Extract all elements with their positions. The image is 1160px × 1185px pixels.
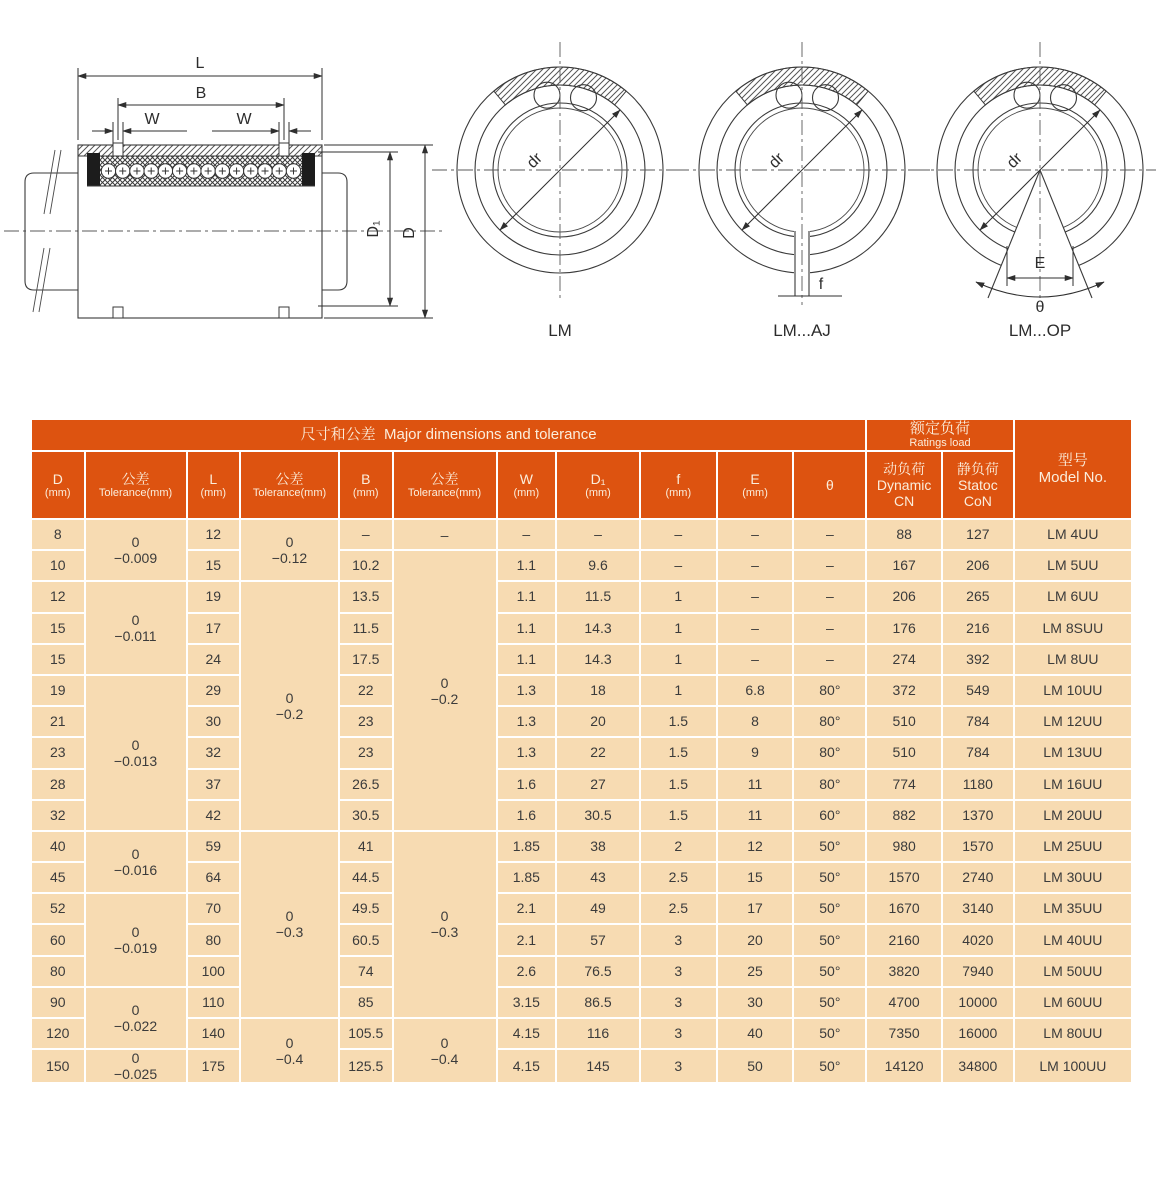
cell-theta: 50°	[793, 1049, 866, 1083]
cell-f: –	[640, 550, 717, 581]
dim-label-b: B	[195, 85, 207, 102]
col-header-static-load: 静负荷 Statoc CoN	[942, 451, 1014, 519]
cell-l-tolerance: 0 −0.3	[240, 831, 339, 1018]
cell-f: –	[640, 519, 717, 550]
cell-static-load: 784	[942, 706, 1014, 737]
cell-theta: 50°	[793, 956, 866, 987]
cell-d: 45	[31, 862, 85, 893]
cell-static-load: 127	[942, 519, 1014, 550]
cell-f: 1.5	[640, 737, 717, 768]
cell-theta: –	[793, 581, 866, 612]
view-caption-lm-aj: LM...AJ	[773, 321, 831, 340]
cell-b: 17.5	[339, 644, 393, 675]
cell-f: 3	[640, 1049, 717, 1083]
cell-d1: 145	[556, 1049, 640, 1083]
table-header-columns-row	[31, 451, 1132, 519]
col-header-d-tolerance: 公差 Tolerance(mm)	[85, 451, 187, 519]
cell-f: 3	[640, 956, 717, 987]
cell-d-tolerance: 0 −0.016	[85, 831, 187, 893]
cell-d: 90	[31, 987, 85, 1018]
cell-f: 1	[640, 644, 717, 675]
cell-static-load: 392	[942, 644, 1014, 675]
cell-d: 150	[31, 1049, 85, 1083]
cell-d1: 14.3	[556, 613, 640, 644]
cell-b: 49.5	[339, 893, 393, 924]
cell-w: 1.1	[497, 613, 557, 644]
cell-w: –	[497, 519, 557, 550]
cell-w: 4.15	[497, 1049, 557, 1083]
cell-b: 30.5	[339, 800, 393, 831]
cell-b: 105.5	[339, 1018, 393, 1049]
cell-l: 24	[187, 644, 241, 675]
cell-b: 22	[339, 675, 393, 706]
cell-d: 40	[31, 831, 85, 862]
table-row	[31, 706, 1132, 737]
cell-dynamic-load: 3820	[866, 956, 942, 987]
cell-e: 50	[717, 1049, 794, 1083]
cell-l: 110	[187, 987, 241, 1018]
cell-d1: 11.5	[556, 581, 640, 612]
cell-dynamic-load: 510	[866, 706, 942, 737]
cell-d: 12	[31, 581, 85, 612]
cell-model-no: LM 8SUU	[1014, 613, 1132, 644]
cell-dynamic-load: 7350	[866, 1018, 942, 1049]
cell-b-tolerance: 0 −0.3	[393, 831, 497, 1018]
table-row	[31, 737, 1132, 768]
cell-f: 1	[640, 613, 717, 644]
table-row	[31, 613, 1132, 644]
cell-d1: 57	[556, 924, 640, 955]
cell-l: 100	[187, 956, 241, 987]
cell-d-tolerance: 0 −0.009	[85, 519, 187, 581]
bore-label-dr: dr	[1003, 149, 1026, 172]
cell-model-no: LM 30UU	[1014, 862, 1132, 893]
cell-d: 120	[31, 1018, 85, 1049]
cell-static-load: 216	[942, 613, 1014, 644]
model-no-header: 型号 Model No.	[1014, 419, 1132, 519]
cell-e: 30	[717, 987, 794, 1018]
cell-d-tolerance: 0 −0.013	[85, 675, 187, 831]
cell-d-tolerance: 0 −0.025	[85, 1049, 187, 1083]
cell-d1: 116	[556, 1018, 640, 1049]
cell-theta: 80°	[793, 737, 866, 768]
cell-w: 1.85	[497, 862, 557, 893]
cell-static-load: 7940	[942, 956, 1014, 987]
cell-model-no: LM 6UU	[1014, 581, 1132, 612]
cell-f: 1.5	[640, 706, 717, 737]
table-row	[31, 519, 1132, 550]
cell-b: 13.5	[339, 581, 393, 612]
cell-model-no: LM 35UU	[1014, 893, 1132, 924]
cell-model-no: LM 100UU	[1014, 1049, 1132, 1083]
angle-label-theta: θ	[1035, 299, 1045, 316]
cell-static-load: 34800	[942, 1049, 1014, 1083]
cell-dynamic-load: 176	[866, 613, 942, 644]
col-header-e: E (mm)	[717, 451, 794, 519]
cell-theta: –	[793, 613, 866, 644]
cell-w: 1.6	[497, 800, 557, 831]
cell-f: 2.5	[640, 862, 717, 893]
cell-l: 19	[187, 581, 241, 612]
cell-dynamic-load: 372	[866, 675, 942, 706]
cell-d: 21	[31, 706, 85, 737]
cell-theta: 50°	[793, 1018, 866, 1049]
cell-d1: 38	[556, 831, 640, 862]
dimensions-table	[30, 418, 1133, 1084]
cell-d1: 49	[556, 893, 640, 924]
cell-f: 1.5	[640, 800, 717, 831]
table-row	[31, 956, 1132, 987]
cell-d: 32	[31, 800, 85, 831]
table-body	[31, 519, 1132, 1083]
cell-model-no: LM 40UU	[1014, 924, 1132, 955]
cell-b: 23	[339, 737, 393, 768]
col-header-b-tolerance: 公差 Tolerance(mm)	[393, 451, 497, 519]
table-header-title-row	[31, 419, 1132, 451]
cell-d: 10	[31, 550, 85, 581]
cell-d1: 9.6	[556, 550, 640, 581]
cell-theta: 80°	[793, 706, 866, 737]
cell-static-load: 265	[942, 581, 1014, 612]
cell-model-no: LM 80UU	[1014, 1018, 1132, 1049]
cell-l: 29	[187, 675, 241, 706]
groove-bottom-right	[279, 307, 289, 318]
cell-e: –	[717, 550, 794, 581]
col-header-d: D (mm)	[31, 451, 85, 519]
col-header-w: W (mm)	[497, 451, 557, 519]
end-view-lm-aj	[674, 42, 930, 340]
cell-w: 1.1	[497, 550, 557, 581]
cell-w: 4.15	[497, 1018, 557, 1049]
cell-model-no: LM 4UU	[1014, 519, 1132, 550]
cell-e: 15	[717, 862, 794, 893]
cell-dynamic-load: 88	[866, 519, 942, 550]
cell-theta: 60°	[793, 800, 866, 831]
col-header-theta: θ	[793, 451, 866, 519]
cell-static-load: 549	[942, 675, 1014, 706]
dim-label-w-right: W	[236, 111, 252, 128]
cell-d: 15	[31, 613, 85, 644]
col-header-dynamic-load: 动负荷 Dynamic CN	[866, 451, 942, 519]
cell-static-load: 784	[942, 737, 1014, 768]
cell-f: 1	[640, 581, 717, 612]
cell-w: 1.3	[497, 706, 557, 737]
dim-label-l: L	[195, 55, 205, 72]
cell-l-tolerance: 0 −0.4	[240, 1018, 339, 1083]
col-header-f: f (mm)	[640, 451, 717, 519]
cell-b: 85	[339, 987, 393, 1018]
cell-l-tolerance: 0 −0.12	[240, 519, 339, 581]
table-row	[31, 581, 1132, 612]
cell-l: 140	[187, 1018, 241, 1049]
cell-model-no: LM 10UU	[1014, 675, 1132, 706]
bore-label-dr: dr	[523, 149, 546, 172]
view-caption-lm-op: LM...OP	[1008, 321, 1072, 340]
cell-l-tolerance: 0 −0.2	[240, 581, 339, 831]
cell-d: 52	[31, 893, 85, 924]
cell-theta: 50°	[793, 987, 866, 1018]
cell-b: 74	[339, 956, 393, 987]
cell-l: 80	[187, 924, 241, 955]
technical-drawing	[0, 0, 1160, 405]
cell-theta: 50°	[793, 924, 866, 955]
table-row	[31, 1049, 1132, 1083]
table-row	[31, 800, 1132, 831]
cell-e: 9	[717, 737, 794, 768]
cell-theta: 80°	[793, 675, 866, 706]
cell-e: 6.8	[717, 675, 794, 706]
cell-b: 10.2	[339, 550, 393, 581]
cell-static-load: 1180	[942, 769, 1014, 800]
cell-w: 2.1	[497, 924, 557, 955]
cell-d-tolerance: 0 −0.011	[85, 581, 187, 675]
cell-l: 30	[187, 706, 241, 737]
cell-w: 2.6	[497, 956, 557, 987]
cell-theta: 50°	[793, 893, 866, 924]
cell-b-tolerance: 0 −0.4	[393, 1018, 497, 1083]
cell-theta: 80°	[793, 769, 866, 800]
cell-dynamic-load: 1670	[866, 893, 942, 924]
cell-dynamic-load: 882	[866, 800, 942, 831]
cell-e: 11	[717, 769, 794, 800]
side-section-view	[4, 55, 443, 318]
cell-model-no: LM 50UU	[1014, 956, 1132, 987]
cell-dynamic-load: 206	[866, 581, 942, 612]
table-row	[31, 675, 1132, 706]
cell-e: –	[717, 581, 794, 612]
cell-theta: –	[793, 550, 866, 581]
view-caption-lm: LM	[548, 321, 572, 340]
cell-model-no: LM 25UU	[1014, 831, 1132, 862]
cell-model-no: LM 8UU	[1014, 644, 1132, 675]
dim-label-w-left: W	[144, 111, 160, 128]
cell-e: 12	[717, 831, 794, 862]
cell-b-tolerance: –	[393, 519, 497, 550]
table-row	[31, 893, 1132, 924]
cell-b: 11.5	[339, 613, 393, 644]
cell-d1: 18	[556, 675, 640, 706]
cell-w: 1.1	[497, 644, 557, 675]
dim-label-d1: D₁	[365, 220, 382, 238]
cell-l: 37	[187, 769, 241, 800]
cell-l: 12	[187, 519, 241, 550]
cell-dynamic-load: 980	[866, 831, 942, 862]
cell-dynamic-load: 510	[866, 737, 942, 768]
table-row	[31, 862, 1132, 893]
table-title: 尺寸和公差 Major dimensions and tolerance	[31, 419, 866, 451]
col-header-d1: D₁ (mm)	[556, 451, 640, 519]
cell-b: 125.5	[339, 1049, 393, 1083]
seal-right	[302, 153, 315, 186]
cell-static-load: 2740	[942, 862, 1014, 893]
cell-model-no: LM 16UU	[1014, 769, 1132, 800]
cell-dynamic-load: 14120	[866, 1049, 942, 1083]
cell-d: 28	[31, 769, 85, 800]
cell-e: 11	[717, 800, 794, 831]
cell-model-no: LM 13UU	[1014, 737, 1132, 768]
cell-b: 41	[339, 831, 393, 862]
cell-l: 59	[187, 831, 241, 862]
opening-label-e: E	[1034, 255, 1046, 272]
cell-d: 19	[31, 675, 85, 706]
cell-d: 23	[31, 737, 85, 768]
groove-top-left	[113, 143, 123, 156]
cell-e: –	[717, 519, 794, 550]
end-view-lm	[432, 42, 688, 340]
cell-model-no: LM 20UU	[1014, 800, 1132, 831]
cell-theta: –	[793, 519, 866, 550]
cell-f: 2	[640, 831, 717, 862]
cell-w: 1.6	[497, 769, 557, 800]
bore-label-dr: dr	[765, 149, 788, 172]
cell-l: 175	[187, 1049, 241, 1083]
cell-f: 3	[640, 1018, 717, 1049]
groove-bottom-left	[113, 307, 123, 318]
cell-l: 64	[187, 862, 241, 893]
cell-d1: 20	[556, 706, 640, 737]
cell-b: 44.5	[339, 862, 393, 893]
cell-e: –	[717, 613, 794, 644]
cell-d: 15	[31, 644, 85, 675]
col-header-l: L (mm)	[187, 451, 241, 519]
ratings-load-header: 额定负荷 Ratings load	[866, 419, 1013, 451]
table-row	[31, 644, 1132, 675]
cell-model-no: LM 60UU	[1014, 987, 1132, 1018]
cell-dynamic-load: 274	[866, 644, 942, 675]
cell-d1: 14.3	[556, 644, 640, 675]
table-row	[31, 924, 1132, 955]
cell-d: 8	[31, 519, 85, 550]
cell-static-load: 10000	[942, 987, 1014, 1018]
cell-f: 3	[640, 924, 717, 955]
cell-e: 40	[717, 1018, 794, 1049]
cell-l: 70	[187, 893, 241, 924]
table-row	[31, 987, 1132, 1018]
col-header-b: B (mm)	[339, 451, 393, 519]
cell-static-load: 1370	[942, 800, 1014, 831]
cell-f: 1.5	[640, 769, 717, 800]
cell-d1: 27	[556, 769, 640, 800]
cell-l: 15	[187, 550, 241, 581]
cell-w: 1.85	[497, 831, 557, 862]
cell-e: 17	[717, 893, 794, 924]
table-row	[31, 550, 1132, 581]
groove-top-right	[279, 143, 289, 156]
cell-d-tolerance: 0 −0.022	[85, 987, 187, 1049]
shaft-right	[322, 173, 347, 290]
cell-w: 1.3	[497, 737, 557, 768]
cell-w: 3.15	[497, 987, 557, 1018]
cell-d: 80	[31, 956, 85, 987]
cell-d1: 22	[556, 737, 640, 768]
cell-d1: 43	[556, 862, 640, 893]
cell-l: 42	[187, 800, 241, 831]
cell-theta: 50°	[793, 831, 866, 862]
cell-dynamic-load: 1570	[866, 862, 942, 893]
end-view-lm-op	[912, 42, 1156, 340]
cell-w: 2.1	[497, 893, 557, 924]
cell-theta: 50°	[793, 862, 866, 893]
table-row	[31, 831, 1132, 862]
cell-static-load: 16000	[942, 1018, 1014, 1049]
cell-static-load: 4020	[942, 924, 1014, 955]
cell-d1: –	[556, 519, 640, 550]
cell-d1: 30.5	[556, 800, 640, 831]
cell-l: 32	[187, 737, 241, 768]
cell-model-no: LM 12UU	[1014, 706, 1132, 737]
cell-f: 2.5	[640, 893, 717, 924]
cell-b: –	[339, 519, 393, 550]
cell-d1: 86.5	[556, 987, 640, 1018]
cell-b: 23	[339, 706, 393, 737]
cell-w: 1.1	[497, 581, 557, 612]
cell-static-load: 206	[942, 550, 1014, 581]
cell-b-tolerance: 0 −0.2	[393, 550, 497, 831]
cell-d-tolerance: 0 −0.019	[85, 893, 187, 987]
cell-model-no: LM 5UU	[1014, 550, 1132, 581]
cell-static-load: 3140	[942, 893, 1014, 924]
cell-b: 60.5	[339, 924, 393, 955]
cell-b: 26.5	[339, 769, 393, 800]
seal-left	[87, 153, 100, 186]
shaft-left	[25, 173, 78, 290]
slot-label-f: f	[818, 276, 824, 293]
cell-e: 20	[717, 924, 794, 955]
cell-d1: 76.5	[556, 956, 640, 987]
cell-dynamic-load: 2160	[866, 924, 942, 955]
cell-dynamic-load: 774	[866, 769, 942, 800]
cell-static-load: 1570	[942, 831, 1014, 862]
table-row	[31, 1018, 1132, 1049]
cell-f: 1	[640, 675, 717, 706]
cell-dynamic-load: 4700	[866, 987, 942, 1018]
cell-e: 8	[717, 706, 794, 737]
cell-f: 3	[640, 987, 717, 1018]
dim-label-d: D	[401, 227, 418, 239]
cell-e: –	[717, 644, 794, 675]
table-row	[31, 769, 1132, 800]
col-header-l-tolerance: 公差 Tolerance(mm)	[240, 451, 339, 519]
cell-theta: –	[793, 644, 866, 675]
cell-d: 60	[31, 924, 85, 955]
cell-l: 17	[187, 613, 241, 644]
cell-dynamic-load: 167	[866, 550, 942, 581]
cell-e: 25	[717, 956, 794, 987]
cell-w: 1.3	[497, 675, 557, 706]
